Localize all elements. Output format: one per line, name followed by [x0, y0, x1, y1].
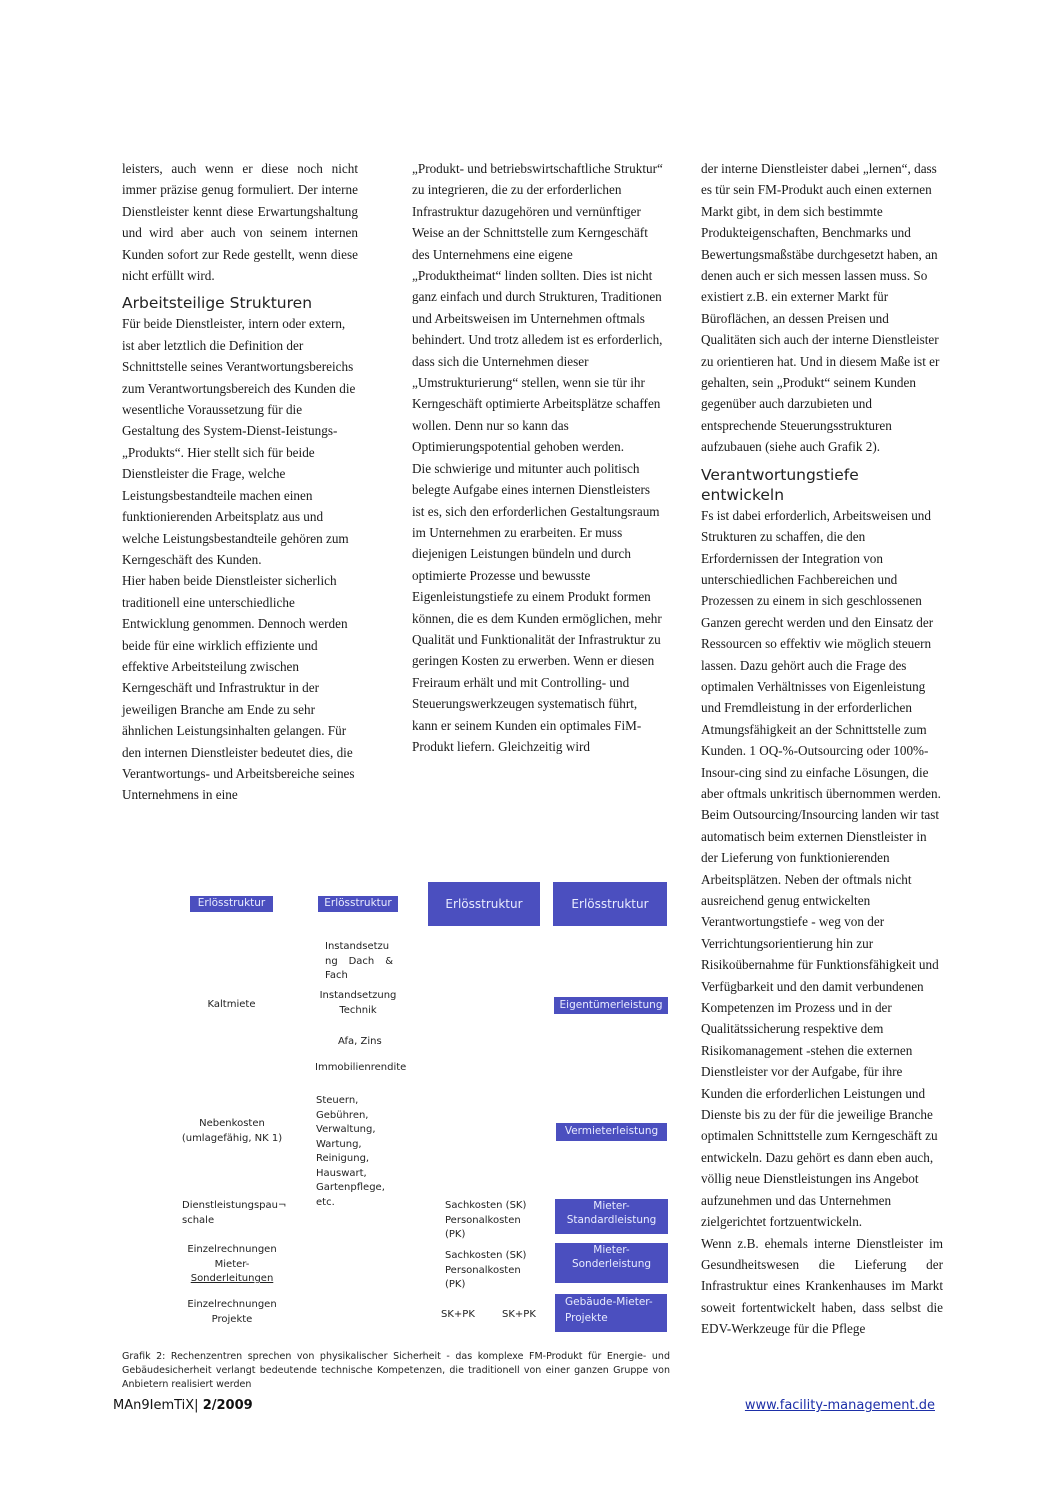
label-kaltmiete: Kaltmiete: [207, 999, 256, 1010]
label-skpk-2: SK+PK: [502, 1309, 536, 1320]
box-mieter-standardleistung: Mieter-Standardleistung: [555, 1199, 668, 1234]
figure-caption: Grafik 2: Rechenzentren sprechen von physikalischer Sicherheit - das komplexe FM-Produkt für Energie- und Gebäudesicherheit verlangt bedeutende technische Kompetenzen, die traditionell von einer ganzen Gruppe von Anbietern realisiert werden: [122, 1351, 670, 1390]
label-dienstleistungspauschale: Dienstleistungspau¬ schale: [182, 1200, 287, 1226]
paragraph: Hier haben beide Dienstleister sicherlich traditionell eine unterschiedliche Entwicklung genommen. Dennoch werden beide für eine wirklich effiziente und effektive Arbeitsteilung zwischen Kerngeschäft und Infrastruktur in der jeweiligen Branche am Ende zu sehr ähnlichen Leistungsinhalten gelangen. Für den internen Dienstleister bedeutet dies, die Verantwortungs- und Arbeitsbereiche seines Unternehmens in eine: [122, 573, 355, 803]
label-skpk-1: SK+PK: [441, 1309, 475, 1320]
header-box-1: Erlösstruktur: [190, 896, 273, 912]
paragraph: der interne Dienstleister dabei „lernen“, dass es tür sein FM-Produkt auch einen externen Markt gibt, in dem sich bestimmte Produkteigenschaften, Benchmarks und Bewertungsmaßstäbe durchgesetzt haben, an denen auch er sich messen lassen muss. So existiert z.B. ein externer Markt für Büroflächen, an dessen Preisen und Qualitäten sich auch der interne Dienstleister zu orientieren hat. Und in diesem Maße ist er gehalten, sein „Produkt“ seinem Kunden gegenüber auch darzubieten und entsprechende Steuerungsstrukturen aufzubauen (siehe auch Grafik 2).: [701, 161, 940, 455]
label-steuern: Steuern, Gebühren, Verwaltung, Wartung, Reinigung, Hauswart, Gartenpflege, etc.: [316, 1095, 385, 1208]
label-immobilienrendite: Immobilienrendite: [315, 1062, 407, 1073]
label-einzelrechnungen-sonderleistungen: Einzelrechnungen Mieter- Sonderleitungen: [187, 1244, 277, 1284]
text-column-2: [412, 158, 664, 757]
paragraph: Wenn z.B. ehemals interne Dienstleister im Gesundheitswesen die Lieferung der Infrastruktur eines Krankenhauses im Markt soweit fortentwickelt haben, dass selbst die EDV-Werkzeuge für die Pflege: [701, 1235, 943, 1337]
text-column-3: [701, 158, 943, 1340]
box-eigentuemerleistung: Eigentümerleistung: [554, 997, 668, 1014]
label-instandsetzung-dach: Instandsetzu ng Dach & Fach: [325, 941, 393, 981]
label-kosten-2: Sachkosten (SK) Personalkosten (PK): [445, 1250, 527, 1290]
paragraph: leisters, auch wenn er diese noch nicht immer präzise genug formuliert. Der interne Dienstleister kennt diese Erwartungshaltung und wird aber auch von seinem internen Kunden sofort zur Rede gestellt, wenn diese nicht erfüllt wird.: [122, 161, 358, 284]
paragraph: „Produkt- und betriebswirtschaftliche Struktur“ zu integrieren, die zu der erforderlichen Infrastruktur dazugehören und vernünftiger Weise an der Schnittstelle zum Kerngeschäft des Unternehmens eine eigene „Produktheimat“ linden sollten. Dies ist nicht ganz einfach und durch Strukturen, Traditionen und Arbeitsweisen im Unternehmen oftmals behindert. Und trotz alledem ist es erforderlich, dass sich die Unternehmen dieser „Umstrukturierung“ stellen, wenn sie tür ihr Kerngeschäft optimierte Arbeitsplätze schaffen wollen. Denn nur so kann das Optimierungspotential gehoben werden.: [412, 161, 663, 455]
label-nebenkosten: Nebenkosten (umlagefähig, NK 1): [181, 1118, 283, 1144]
box-gebaeude-mieter-projekte: Gebäude-Mieter-Projekte: [555, 1294, 667, 1332]
header-box-4: Erlösstruktur: [553, 882, 667, 926]
label-einzelrechnungen-projekte: Einzelrechnungen Projekte: [187, 1299, 277, 1325]
label-instandsetzung-technik: Instandsetzung Technik: [319, 990, 397, 1016]
paragraph: Für beide Dienstleister, intern oder extern, ist aber letztlich die Definition der Schnittstelle seines Verantwortungsbereichs zum Verantwortungsbereich des Kunden die wesentliche Voraussetzung für die Gestaltung des System-Dienst-Ieistungs-„Produkts“. Hier stellt sich für beide Dienstleister die Frage, welche Leistungsbestandteile machen einen funktionierenden Arbeitsplatz aus und welche Leistungsbestandteile gehören zum Kerngeschäft des Kunden.: [122, 316, 356, 567]
footer-magazine: [113, 1398, 253, 1413]
magazine-name: MAn9IemTiX|: [113, 1398, 199, 1413]
section-heading: Verantwortungstiefe entwickeln: [701, 465, 859, 504]
paragraph: Fs ist dabei erforderlich, Arbeitsweisen und Strukturen zu schaffen, die den Erfordernissen der Integration von unterschiedlichen Fachbereichen und Prozessen zu einem in sich geschlossenen Ganzen gerecht werden und den Einsatz der Ressourcen so effektiv wie möglich steuern lassen. Dazu gehört auch die Frage des optimalen Verhältnisses von Eigenleistung und Fremdleistung in der erforderlichen Atmungsfähigkeit an der Schnittstelle zum Kunden. 1 OQ-%-Outsourcing oder 100%-Insour-cing sind zu einfache Lösungen, die aber oftmals unkritisch übernommen werden. Beim Outsourcing/Insourcing landen wir tast automatisch beim externen Dienstleister in der Lieferung von funktionierenden Arbeitsplätzen. Neben der oftmals nicht ausreichend genug entwickelten Verantwortungstiefe - weg von der Verrichtungsorientierung hin zur Risikoübernahme für Funktionsfähigkeit und Verfügbarkeit und den damit verbundenen Kompetenzen im Prozess und in der Qualitätssicherung respektive dem Risikomanagement -stehen die externen Dienstleister vor der Aufgabe, für ihre Kunden die erforderlichen Leistungen und Dienste bis zu der für die jeweilige Branche optimalen Schnittstelle zum Kerngeschäft zu entwickeln. Dazu gehört es dann eben auch, völlig neue Dienstleistungen ins Angebot aufzunehmen und das Unternehmen zielgerichtet fortzuentwickeln.: [701, 507, 941, 1230]
text-column-1: [122, 158, 358, 806]
label-afa-zins: Afa, Zins: [338, 1036, 382, 1047]
paragraph: Die schwierige und mitunter auch politisch belegte Aufgabe eines internen Dienstleisters ist es, sich den erforderlichen Gestaltungsraum im Unternehmen zu erarbeiten. Er muss diejenigen Leistungen bündeln und durch optimierte Prozesse und bewusste Eigenleistungstiefe zu einem Produkt formen können, die es dem Kunden ermöglichen, mehr Qualität und Funktionalität der Infrastruktur zu geringen Kosten zu erwerben. Wenn er diesen Freiraum erhält und mit Controlling- und Steuerungswerkzeugen systematisch führt, kann er seinem Kunden ein optimales FiM-Produkt liefern. Gleichzeitig wird: [412, 460, 662, 754]
box-vermieterleistung: Vermieterleistung: [556, 1123, 667, 1141]
box-mieter-sonderleistung: Mieter-Sonderleistung: [555, 1243, 668, 1283]
label-kosten-1: Sachkosten (SK) Personalkosten (PK): [445, 1200, 527, 1240]
header-box-3: Erlösstruktur: [428, 882, 540, 926]
issue-number: 2/2009: [202, 1398, 253, 1413]
header-box-2: Erlösstruktur: [318, 896, 398, 912]
section-heading: Arbeitsteilige Strukturen: [122, 294, 313, 313]
website-link[interactable]: www.facility-management.de: [744, 1398, 935, 1413]
